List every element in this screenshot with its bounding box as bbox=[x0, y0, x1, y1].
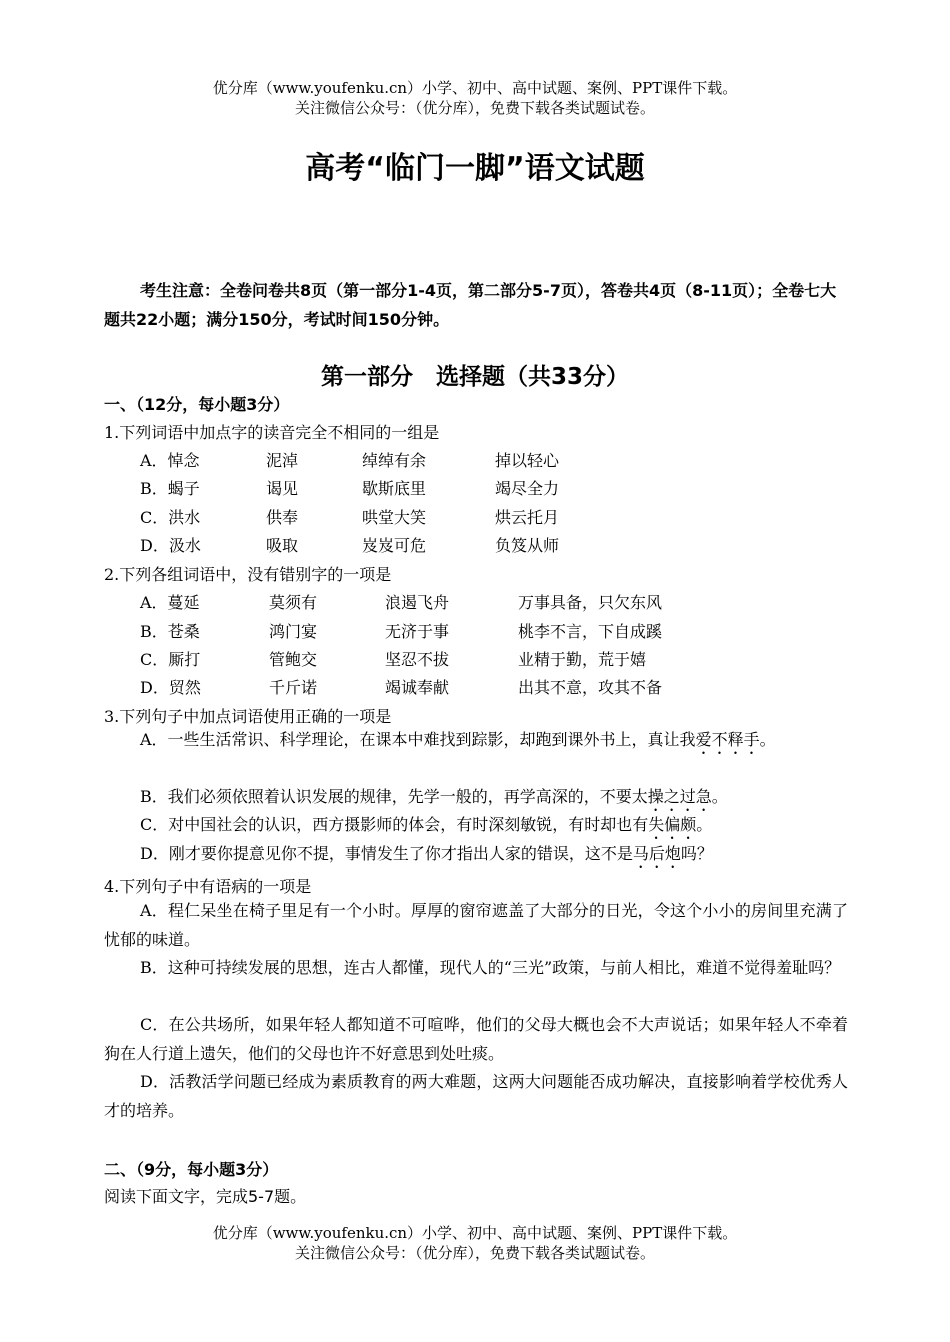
q1-b-4: 竭尽全力 bbox=[495, 479, 560, 498]
q1-stem: 1.下列词语中加点字的读音完全不相同的一组是 bbox=[104, 423, 440, 442]
q1-b-2: 谒见 bbox=[266, 479, 299, 498]
q1-c-2: 供奉 bbox=[266, 508, 299, 527]
q2-a-1: A．蔓延 bbox=[140, 593, 200, 612]
q2-b-2: 鸿门宴 bbox=[269, 622, 318, 641]
q3-a-dotted: 爱不释手 bbox=[695, 730, 760, 749]
q2-b-3: 无济于事 bbox=[385, 622, 450, 641]
q2-c-1: C．厮打 bbox=[140, 650, 201, 669]
q1-a-1: A．悼念 bbox=[140, 451, 200, 470]
q4-option-a: A．程仁呆坐在椅子里足有一个小时。厚厚的窗帘遮盖了大部分的日光，令这个小小的房间里充满了忧郁的味道。 bbox=[104, 901, 848, 949]
section-two-instruction: 阅读下面文字，完成5-7题。 bbox=[104, 1187, 307, 1206]
header-line-2: 关注微信公众号：（优分库），免费下载各类试题试卷。 bbox=[294, 99, 655, 117]
q3-c-end: 。 bbox=[696, 815, 713, 834]
q1-a-2: 泥淖 bbox=[266, 451, 299, 470]
q1-d-4: 负笈从师 bbox=[495, 536, 560, 555]
q2-stem: 2.下列各组词语中，没有错别字的一项是 bbox=[104, 565, 392, 584]
q3-d-text: D．刚才要你提意见你不提，事情发生了你才指出人家的错误，这不是 bbox=[140, 844, 633, 863]
q1-c-1: C．洪水 bbox=[140, 508, 201, 527]
q3-b-text: B．我们必须依照着认识发展的规律，先学一般的，再学高深的，不要太 bbox=[140, 787, 648, 806]
q2-b-4: 桃李不言，下自成蹊 bbox=[518, 622, 663, 641]
q1-c-4: 烘云托月 bbox=[495, 508, 560, 527]
section-one-heading: 一、（12分，每小题3分） bbox=[104, 395, 290, 414]
q2-d-3: 竭诚奉献 bbox=[385, 678, 450, 697]
q2-d-2: 千斤诺 bbox=[269, 678, 318, 697]
q3-c-dotted: 失偏颇 bbox=[648, 815, 697, 834]
part-one-title: 第一部分 选择题（共33分） bbox=[320, 364, 629, 390]
q3-b-end: 。 bbox=[711, 787, 728, 806]
q1-b-1: B．蝎子 bbox=[140, 479, 200, 498]
q3-option-d bbox=[104, 840, 848, 872]
q1-d-3: 岌岌可危 bbox=[362, 536, 427, 555]
footer-line-1: 优分库（www.youfenku.cn）小学、初中、高中试题、案例、PPT课件下载。 bbox=[212, 1224, 738, 1242]
q3-d-end: 吗？ bbox=[680, 844, 713, 863]
q4-option-d: D．活教活学问题已经成为素质教育的两大难题，这两大问题能否成功解决，直接影响着学校优秀人才的培养。 bbox=[104, 1072, 848, 1120]
q4-stem: 4.下列句子中有语病的一项是 bbox=[104, 877, 312, 896]
q4-option-b: B．这种可持续发展的思想，连古人都懂，现代人的“三光”政策，与前人相比，难道不觉得羞耻吗？ bbox=[140, 958, 841, 977]
q1-a-3: 绰绰有余 bbox=[362, 451, 427, 470]
q1-a-4: 掉以轻心 bbox=[495, 451, 560, 470]
q3-b-dotted: 操之过急 bbox=[647, 787, 712, 806]
page-title: 高考“临门一脚”语文试题 bbox=[305, 151, 645, 186]
q2-a-4: 万事具备，只欠东风 bbox=[518, 593, 663, 612]
q2-c-2: 管鲍交 bbox=[269, 650, 318, 669]
q1-d-2: 吸取 bbox=[266, 536, 299, 555]
q2-c-4: 业精于勤，荒于嬉 bbox=[518, 650, 647, 669]
section-two-heading: 二、（9分，每小题3分） bbox=[104, 1160, 279, 1179]
q3-a-text: A．一些生活常识、科学理论，在课本中难找到踪影，却跑到课外书上，真让我 bbox=[140, 730, 696, 749]
q3-c-text: C．对中国社会的认识，西方摄影师的体会，有时深刻敏锐，有时却也有 bbox=[140, 815, 649, 834]
q3-a-end: 。 bbox=[759, 730, 776, 749]
q1-c-3: 哄堂大笑 bbox=[362, 508, 427, 527]
q2-d-4: 出其不意，攻其不备 bbox=[518, 678, 663, 697]
exam-notice: 考生注意：全卷问卷共8页（第一部分1-4页，第二部分5-7页），答卷共4页（8-11页）；全卷七大题共22小题；满分150分，考试时间150分钟。 bbox=[104, 281, 837, 329]
q2-a-3: 浪遏飞舟 bbox=[385, 593, 450, 612]
q2-d-1: D．贸然 bbox=[140, 678, 201, 697]
q3-option-c bbox=[104, 811, 848, 843]
q3-d-dotted: 马后炮 bbox=[632, 844, 681, 863]
q1-b-3: 歇斯底里 bbox=[362, 479, 427, 498]
q3-stem: 3.下列句子中加点词语使用正确的一项是 bbox=[104, 707, 392, 726]
q4-option-c: C．在公共场所，如果年轻人都知道不可喧哗，他们的父母大概也会不大声说话；如果年轻人不牵着狗在人行道上遗矢，他们的父母也许不好意思到处吐痰。 bbox=[104, 1015, 848, 1063]
q2-b-1: B．苍桑 bbox=[140, 622, 200, 641]
q2-a-2: 莫须有 bbox=[269, 593, 318, 612]
q3-option-a bbox=[104, 726, 848, 758]
header-line-1: 优分库（www.youfenku.cn）小学、初中、高中试题、案例、PPT课件下载。 bbox=[212, 79, 738, 97]
q1-d-1: D．汲水 bbox=[140, 536, 201, 555]
footer-line-2: 关注微信公众号：（优分库），免费下载各类试题试卷。 bbox=[294, 1244, 655, 1262]
q2-c-3: 坚忍不拔 bbox=[385, 650, 450, 669]
